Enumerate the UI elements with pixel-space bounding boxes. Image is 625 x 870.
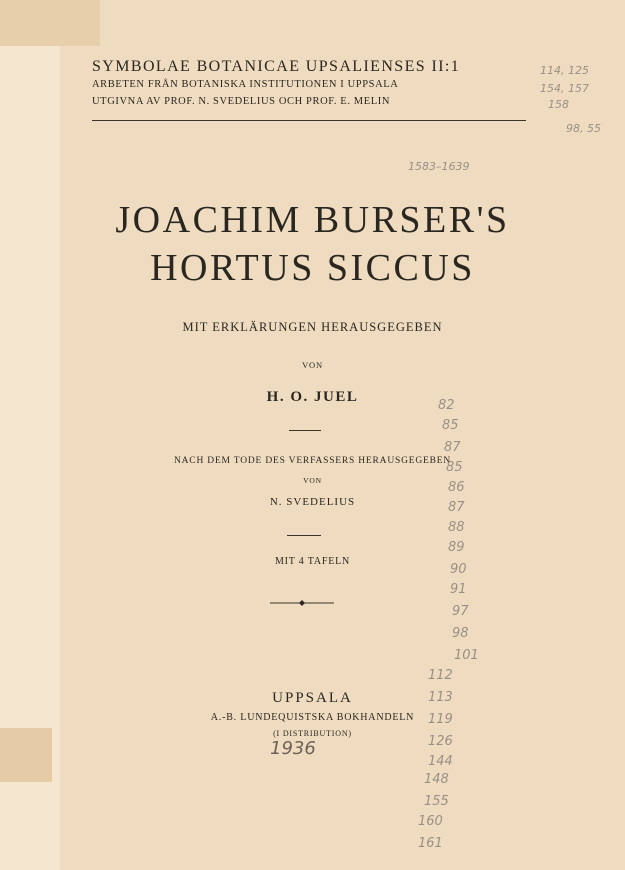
pencil-number: 85 (446, 460, 463, 475)
pencil-number: 87 (444, 440, 461, 455)
separator-rule (289, 430, 321, 431)
pencil-number: 87 (448, 500, 465, 515)
pencil-number: 160 (418, 814, 443, 829)
pencil-number: 114, 125 (540, 64, 589, 77)
book-title-line-1: JOACHIM BURSER'S (115, 199, 510, 241)
series-header (92, 58, 532, 110)
plates-line: MIT 4 TAFELN (274, 556, 351, 567)
subtitle: MIT ERKLÄRUNGEN HERAUSGEGEBEN (182, 320, 443, 334)
posthumous-line: NACH DEM TODE DES VERFASSERS HERAUSGEGEBEN (173, 456, 452, 466)
imprint-distribution: (I DISTRIBUTION) (273, 729, 352, 738)
header-rule (92, 120, 526, 121)
pencil-number: 154, 157 (540, 82, 589, 95)
pencil-year: 1936 (270, 738, 316, 759)
pencil-number: 88 (448, 520, 465, 535)
pencil-number: 155 (424, 794, 449, 809)
pencil-number: 148 (424, 772, 449, 787)
author-name: H. O. JUEL (266, 389, 359, 405)
pencil-number: 101 (454, 648, 479, 663)
pencil-number: 161 (418, 836, 443, 851)
von-label-2: VON (303, 476, 322, 485)
pencil-lifespan: 1583–1639 (408, 160, 470, 173)
series-line-2: UTGIVNA AV PROF. N. SVEDELIUS OCH PROF. E. MELIN (92, 96, 391, 107)
pencil-number: 86 (448, 480, 465, 495)
pencil-number: 98, 55 (566, 122, 601, 135)
pencil-number: 82 (438, 398, 455, 413)
pencil-number: 113 (428, 690, 453, 705)
pencil-number: 98 (452, 626, 469, 641)
pencil-number: 158 (548, 98, 569, 111)
pencil-number: 112 (428, 668, 453, 683)
imprint-city: UPPSALA (272, 690, 353, 706)
pencil-number: 85 (442, 418, 459, 433)
separator-rule-2 (287, 535, 321, 536)
book-title-line-2: HORTUS SICCUS (150, 247, 475, 289)
paper-stain (0, 0, 100, 46)
ornament-rule (270, 599, 334, 607)
pencil-number: 91 (450, 582, 467, 597)
pencil-number: 119 (428, 712, 453, 727)
von-label: VON (302, 360, 323, 370)
pencil-number: 144 (428, 754, 453, 769)
imprint-publisher: A.-B. LUNDEQUISTSKA BOKHANDELN (210, 712, 415, 723)
pencil-number: 126 (428, 734, 453, 749)
pencil-number: 90 (450, 562, 467, 577)
pencil-number: 89 (448, 540, 465, 555)
series-title: SYMBOLAE BOTANICAE UPSALIENSES II:1 (92, 58, 461, 75)
pencil-number: 97 (452, 604, 469, 619)
editor-name: N. SVEDELIUS (269, 496, 356, 508)
series-line-1: ARBETEN FRÅN BOTANISKA INSTITUTIONEN I UPPSALA (92, 79, 399, 90)
